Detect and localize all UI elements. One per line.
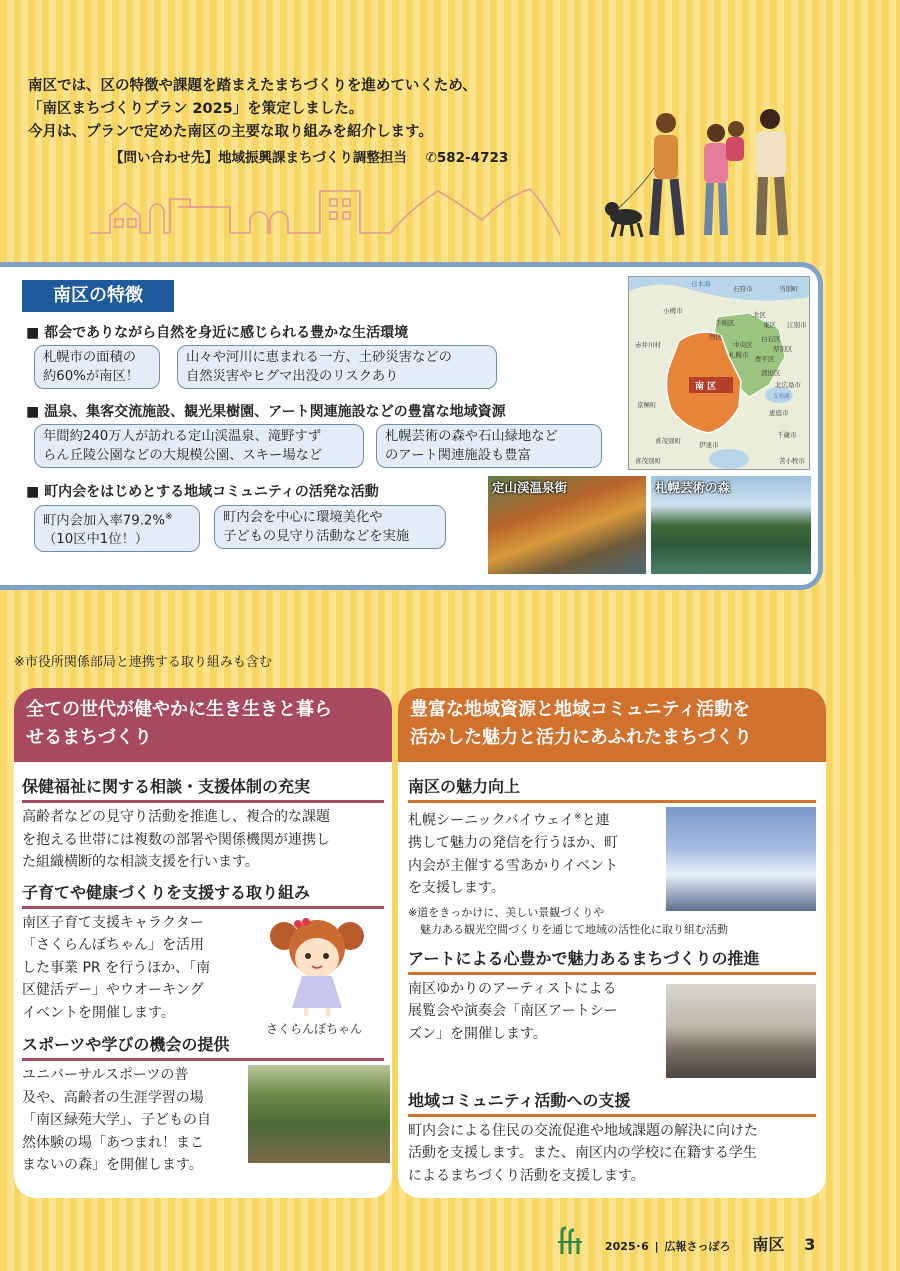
section-rule xyxy=(408,972,816,975)
map-label: 手稲区 xyxy=(715,319,735,327)
map-label: 日本海 xyxy=(691,280,711,288)
body-line: 携して魅力の発信を行うほか、町 xyxy=(408,835,618,852)
body-line: 南区ゆかりのアーティストによる xyxy=(408,980,617,997)
section-body xyxy=(22,806,384,874)
body-line: 「南区緑苑大学」、子どもの自 xyxy=(22,1112,211,1128)
body-line: 区健活デー」やウオーキング xyxy=(22,982,204,998)
body-line: 内会が主催する雪あかりイベント xyxy=(408,857,618,874)
map-label: 当別町 xyxy=(779,285,799,293)
area-map xyxy=(628,276,810,470)
note-line: 魅力ある観光空間づくりを通じて地域の活性化に取り組む活動 xyxy=(420,922,728,936)
map-label: 西区 xyxy=(709,333,722,341)
body-line: た組織横断的な相談支援を行います。 xyxy=(22,854,259,870)
intro-line: 「南区まちづくりプラン 2025」を策定しました。 xyxy=(28,101,364,117)
intro-text xyxy=(28,75,477,144)
map-label: 東区 xyxy=(763,321,776,329)
intro-line: 南区では、区の特徴や課題を踏まえたまちづくりを進めていくため、 xyxy=(28,78,477,94)
intro-line: 今月は、プランで定めた南区の主要な取り組みを紹介します。 xyxy=(28,124,433,140)
map-label: 白石区 xyxy=(761,335,781,343)
features-title: 南区の特徴 xyxy=(22,280,174,312)
feature-bullet: ■ 町内会をはじめとする地域コミュニティの活発な活動 xyxy=(26,484,379,500)
phone-icon: ✆ xyxy=(425,150,437,166)
body-line: した事業 PR を行うほか、「南 xyxy=(22,959,211,976)
feature-pill xyxy=(376,424,602,468)
body-line: ユニバーサルスポーツの普 xyxy=(22,1067,189,1083)
map-label: 江別市 xyxy=(787,321,807,329)
map-label: 恵庭市 xyxy=(769,409,789,417)
body-line: 「さくらんぼちゃん」を活用 xyxy=(22,937,204,953)
map-label: 小樽市 xyxy=(663,307,683,315)
body-line: 活動を支援します。また、南区内の学校に在籍する学生 xyxy=(408,1145,757,1162)
pill-line: 町内会を中心に環境美化や xyxy=(223,510,383,525)
family-illustration xyxy=(598,105,808,245)
art-forest-photo xyxy=(651,476,811,574)
pill-line: らん丘陵公園などの大規模公園、スキー場など xyxy=(43,448,323,463)
section-rule xyxy=(22,800,384,803)
scope-note: ※市役所関係部局と連携する取り組みも含む xyxy=(14,655,272,670)
section-rule xyxy=(408,1114,816,1117)
section-title: 地域コミュニティ活動への支援 xyxy=(408,1090,631,1110)
map-label: 清田区 xyxy=(761,369,781,377)
map-label: 札幌市 xyxy=(729,351,749,359)
section-title: 子育てや健康づくりを支援する取り組み xyxy=(22,882,311,902)
forest-photo xyxy=(248,1065,390,1163)
resources-card xyxy=(398,688,826,1198)
pill-line: 自然災害やヒグマ出没のリスクあり xyxy=(186,369,399,384)
pill-line: （10区中1位！） xyxy=(43,532,149,548)
body-line: によるまちづくり活動を支援します。 xyxy=(408,1167,645,1184)
map-label: 京極町 xyxy=(637,401,657,409)
sakuranbo-character xyxy=(262,908,372,1020)
map-graphic xyxy=(629,277,809,469)
feature-pill xyxy=(34,424,364,468)
photo-caption: 定山渓温泉街 xyxy=(492,480,568,495)
feature-pill xyxy=(177,345,497,389)
contact-info xyxy=(110,146,508,166)
pill-line: 年間約240万人が訪れる定山渓温泉、滝野すず xyxy=(43,429,322,444)
card-header-line: 全ての世代が健やかに生き生きと暮ら xyxy=(26,699,332,720)
photo-caption: 札幌芸術の森 xyxy=(655,480,731,495)
feature-bullet: ■ 都会でありながら自然を身近に感じられる豊かな生活環境 xyxy=(26,325,409,341)
footnote-mark: ※ xyxy=(574,812,582,822)
body-line: 高齢者などの見守り活動を推進し、複合的な課題 xyxy=(22,809,330,825)
section-rule xyxy=(408,800,816,803)
card-header xyxy=(398,688,826,762)
section-title: 保健福祉に関する相談・支援体制の充実 xyxy=(22,777,311,796)
pill-line: 子どもの見守り活動などを実施 xyxy=(223,529,410,544)
body-line: 展覧会や演奏会「南区アートシー xyxy=(408,1003,618,1020)
section-body xyxy=(408,1120,816,1188)
map-label: 赤井川村 xyxy=(635,341,661,349)
body-line: 然体験の場「あつまれ！まこ xyxy=(22,1134,204,1151)
map-label: 石狩市 xyxy=(733,285,753,293)
feature-pill xyxy=(34,345,160,389)
phone-number: 582-4723 xyxy=(436,150,509,166)
body-line: 南区子育て支援キャラクター xyxy=(22,914,204,931)
map-label: 北区 xyxy=(753,311,766,319)
health-card xyxy=(14,688,392,1198)
body-line: イベントを開催します。 xyxy=(22,1004,175,1021)
pill-line: 札幌芸術の森や石山緑地など xyxy=(385,429,558,444)
note-line: ※道をきっかけに、美しい景観づくりや xyxy=(408,905,605,919)
body-line: 及や、高齢者の生涯学習の場 xyxy=(22,1089,204,1106)
map-label: 支笏湖 xyxy=(773,394,790,400)
map-label: 千歳市 xyxy=(777,431,797,439)
card-header xyxy=(14,688,392,762)
body-line: 札幌シーニックバイウェイ xyxy=(408,812,575,829)
body-line: ズン」を開催します。 xyxy=(408,1025,547,1042)
body-line: と連 xyxy=(581,812,610,829)
section-title: 南区の魅力向上 xyxy=(408,777,521,796)
map-label: 喜茂別町 xyxy=(655,437,681,445)
snow-light-photo xyxy=(666,807,816,911)
contact-label: 【問い合わせ先】地域振興課まちづくり調整担当 xyxy=(110,150,407,166)
section-title: アートによる心豊かで魅力あるまちづくりの推進 xyxy=(408,948,760,968)
skyline-illustration xyxy=(90,185,565,240)
pill-line: 札幌市の面積の xyxy=(43,350,137,365)
map-label: 伊達市 xyxy=(699,441,719,449)
jozankei-photo xyxy=(488,476,646,574)
page-number: 3 xyxy=(804,1235,816,1254)
feature-pill xyxy=(214,505,446,549)
map-label: 北広島市 xyxy=(775,381,801,389)
card-header-line: 豊富な地域資源と地域コミュニティ活動を xyxy=(410,699,751,720)
section-title: スポーツや学びの機会の提供 xyxy=(22,1035,230,1054)
concert-photo xyxy=(666,984,816,1078)
body-line: まないの森」を開催します。 xyxy=(22,1157,203,1173)
card-header-line: 活かした魅力と活力にあふれたまちづくり xyxy=(410,727,752,748)
card-header-line: せるまちづくり xyxy=(26,727,152,748)
character-caption: さくらんぼちゃん xyxy=(266,1021,363,1036)
feature-bullet: ■ 温泉、集客交流施設、観光果樹園、アート関連施設などの豊富な地域資源 xyxy=(26,404,506,420)
map-label: 中央区 xyxy=(733,341,753,349)
pill-line: 山々や河川に恵まれる一方、土砂災害などの xyxy=(186,350,452,365)
footnote-mark: ※ xyxy=(165,512,173,522)
map-label: 苫小牧市 xyxy=(779,457,805,465)
feature-pill xyxy=(34,505,200,552)
map-label: 豊平区 xyxy=(755,355,775,363)
map-label: 喜茂別町 xyxy=(635,457,661,465)
body-line: 町内会による住民の交流促進や地域課題の解決に向けた xyxy=(408,1122,758,1139)
pill-line: 約60%が南区！ xyxy=(43,369,140,384)
footer: 2025･6 | 広報さっぽろ 南区 3 xyxy=(605,1235,816,1254)
pill-line: のアート関連施設も豊富 xyxy=(385,448,531,463)
pill-line: 町内会加入率79.2% xyxy=(43,513,166,529)
issue-date: 2025･6 xyxy=(605,1240,649,1253)
body-line: を抱える世帯には複数の部署や関係機関が連携し xyxy=(22,831,330,848)
publication-name: 広報さっぽろ xyxy=(664,1240,731,1253)
section-rule xyxy=(22,1058,384,1061)
ward-name: 南区 xyxy=(752,1235,785,1254)
map-label: 厚別区 xyxy=(773,345,793,353)
map-label-minami: 南 区 xyxy=(695,382,717,392)
city-logo-icon xyxy=(556,1226,584,1256)
body-line: を支援します。 xyxy=(408,880,505,897)
